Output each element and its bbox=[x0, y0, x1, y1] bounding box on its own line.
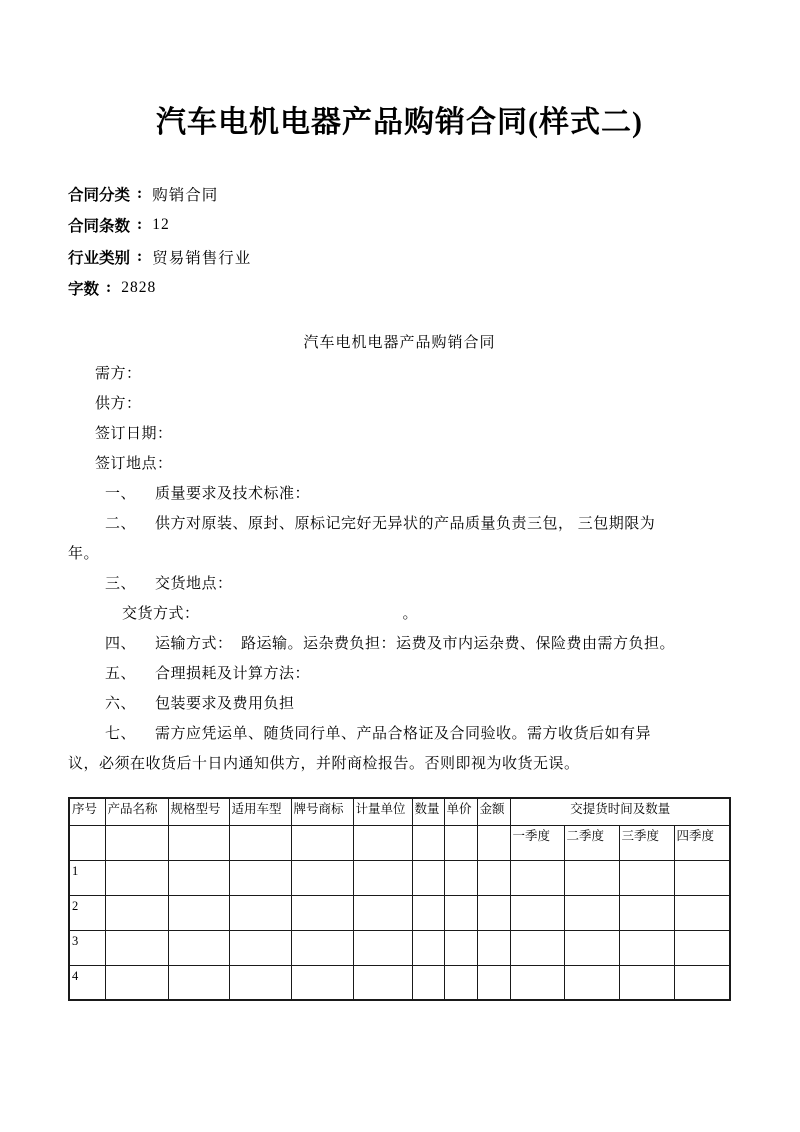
body-line bbox=[68, 569, 731, 599]
meta-separator: : bbox=[106, 279, 112, 297]
document-title: 汽车电机电器产品购销合同(样式二) bbox=[156, 106, 643, 139]
body-text: 质量要求及技术标准： bbox=[155, 486, 311, 502]
table-head bbox=[69, 798, 730, 860]
empty-cell bbox=[477, 965, 510, 1000]
body-line bbox=[68, 419, 731, 449]
empty-cell bbox=[477, 860, 510, 895]
empty-cell bbox=[353, 895, 412, 930]
empty-cell bbox=[564, 860, 619, 895]
empty-cell bbox=[353, 930, 412, 965]
column-header: 计量单位 bbox=[353, 798, 412, 825]
table-row bbox=[69, 860, 730, 895]
row-number-cell: 1 bbox=[69, 860, 105, 895]
empty-cell bbox=[412, 825, 444, 860]
body-text: 包装要求及费用负担 bbox=[155, 696, 295, 712]
table-body bbox=[69, 860, 730, 1000]
body-text: 签订日期： bbox=[95, 426, 173, 442]
meta-label: 合同分类 bbox=[68, 186, 131, 204]
empty-cell bbox=[353, 825, 412, 860]
body-line bbox=[68, 449, 731, 479]
empty-cell bbox=[477, 895, 510, 930]
meta-value: 2828 bbox=[121, 279, 157, 297]
meta-value: 购销合同 bbox=[152, 186, 219, 204]
empty-cell bbox=[619, 895, 674, 930]
body-text: 议，必须在收货后十日内通知供方，并附商检报告。否则即视为收货无误。 bbox=[68, 756, 580, 772]
body-line bbox=[68, 629, 731, 659]
meta-section bbox=[68, 178, 731, 304]
list-marker: 四、 bbox=[105, 636, 137, 652]
list-marker: 五、 bbox=[105, 666, 137, 682]
contract-body bbox=[68, 359, 731, 779]
meta-label: 行业类别 bbox=[68, 249, 131, 267]
empty-cell bbox=[168, 965, 229, 1000]
list-marker: 三、 bbox=[105, 576, 137, 592]
quarter-header-row bbox=[69, 825, 730, 860]
body-text: 合理损耗及计算方法： bbox=[155, 666, 311, 682]
body-line bbox=[68, 479, 731, 509]
body-text: 交货方式： bbox=[122, 606, 200, 622]
column-header: 牌号商标 bbox=[291, 798, 353, 825]
empty-cell bbox=[564, 895, 619, 930]
meta-row bbox=[68, 273, 731, 305]
empty-cell bbox=[291, 930, 353, 965]
products-table bbox=[68, 797, 731, 1001]
empty-cell bbox=[510, 895, 564, 930]
column-header: 金额 bbox=[477, 798, 510, 825]
body-line bbox=[68, 719, 731, 749]
column-header: 数量 bbox=[412, 798, 444, 825]
empty-cell bbox=[412, 895, 444, 930]
body-text: 需方： bbox=[95, 366, 142, 382]
empty-cell bbox=[229, 895, 291, 930]
list-marker: 六、 bbox=[105, 696, 137, 712]
empty-cell bbox=[229, 965, 291, 1000]
body-text: 交货地点： bbox=[155, 576, 233, 592]
meta-row bbox=[68, 241, 731, 273]
empty-cell bbox=[674, 860, 730, 895]
empty-cell bbox=[674, 895, 730, 930]
empty-cell bbox=[105, 965, 168, 1000]
empty-cell bbox=[674, 965, 730, 1000]
column-header: 序号 bbox=[69, 798, 105, 825]
body-text: 供方： bbox=[95, 396, 142, 412]
list-marker: 一、 bbox=[105, 486, 137, 502]
column-header: 规格型号 bbox=[168, 798, 229, 825]
tail-text: 。 bbox=[402, 606, 419, 622]
group-header: 交提货时间及数量 bbox=[510, 798, 730, 825]
body-line bbox=[68, 689, 731, 719]
quarter-header: 三季度 bbox=[619, 825, 674, 860]
meta-row bbox=[68, 178, 731, 210]
empty-cell bbox=[444, 825, 477, 860]
body-text: 供方对原装、原封、原标记完好无异状的产品质量负责三包， 三包期限为 bbox=[155, 516, 656, 532]
column-header: 单价 bbox=[444, 798, 477, 825]
meta-label: 合同条数 bbox=[68, 218, 131, 236]
quarter-header: 二季度 bbox=[564, 825, 619, 860]
contract-subtitle: 汽车电机电器产品购销合同 bbox=[303, 335, 496, 351]
body-text: 需方应凭运单、随货同行单、产品合格证及合同验收。需方收货后如有异 bbox=[155, 726, 652, 742]
row-number-cell: 2 bbox=[69, 895, 105, 930]
quarter-header: 一季度 bbox=[510, 825, 564, 860]
meta-separator: : bbox=[137, 247, 143, 265]
body-text: 签订地点： bbox=[95, 456, 173, 472]
body-text: 年。 bbox=[68, 546, 100, 562]
header-row bbox=[69, 798, 730, 825]
empty-cell bbox=[674, 930, 730, 965]
empty-cell bbox=[229, 825, 291, 860]
empty-cell bbox=[105, 930, 168, 965]
body-line bbox=[68, 599, 731, 629]
empty-cell bbox=[444, 930, 477, 965]
meta-label: 字数 bbox=[68, 281, 100, 299]
body-line bbox=[68, 749, 731, 779]
empty-cell bbox=[291, 860, 353, 895]
body-line bbox=[68, 509, 731, 539]
list-marker: 二、 bbox=[105, 516, 137, 532]
meta-value: 贸易销售行业 bbox=[152, 249, 252, 267]
body-line bbox=[68, 659, 731, 689]
list-marker: 七、 bbox=[105, 726, 137, 742]
empty-cell bbox=[444, 860, 477, 895]
column-header: 产品名称 bbox=[105, 798, 168, 825]
empty-cell bbox=[291, 965, 353, 1000]
empty-cell bbox=[353, 860, 412, 895]
empty-cell bbox=[510, 965, 564, 1000]
empty-cell bbox=[412, 965, 444, 1000]
quarter-header: 四季度 bbox=[674, 825, 730, 860]
empty-cell bbox=[477, 825, 510, 860]
row-number-cell: 3 bbox=[69, 930, 105, 965]
column-header: 适用车型 bbox=[229, 798, 291, 825]
empty-cell bbox=[412, 860, 444, 895]
empty-cell bbox=[619, 930, 674, 965]
table-row bbox=[69, 895, 730, 930]
empty-cell bbox=[168, 895, 229, 930]
body-line bbox=[68, 389, 731, 419]
empty-cell bbox=[619, 965, 674, 1000]
row-number-cell: 4 bbox=[69, 965, 105, 1000]
empty-cell bbox=[564, 965, 619, 1000]
empty-cell bbox=[291, 825, 353, 860]
empty-cell bbox=[477, 930, 510, 965]
empty-cell bbox=[564, 930, 619, 965]
empty-cell bbox=[412, 930, 444, 965]
empty-cell bbox=[168, 860, 229, 895]
table-row bbox=[69, 930, 730, 965]
empty-cell bbox=[444, 895, 477, 930]
meta-value: 12 bbox=[152, 216, 170, 234]
body-line bbox=[68, 539, 731, 569]
empty-cell bbox=[105, 895, 168, 930]
empty-cell bbox=[168, 825, 229, 860]
table-row bbox=[69, 965, 730, 1000]
body-line bbox=[68, 359, 731, 389]
empty-cell bbox=[619, 860, 674, 895]
empty-cell bbox=[105, 825, 168, 860]
empty-cell bbox=[444, 965, 477, 1000]
empty-cell bbox=[510, 930, 564, 965]
meta-separator: : bbox=[137, 216, 143, 234]
empty-cell bbox=[291, 895, 353, 930]
body-text: 运输方式： 路运输。运杂费负担：运费及市内运杂费、保险费由需方负担。 bbox=[155, 636, 676, 652]
empty-cell bbox=[69, 825, 105, 860]
empty-cell bbox=[229, 930, 291, 965]
meta-row bbox=[68, 210, 731, 242]
empty-cell bbox=[510, 860, 564, 895]
empty-cell bbox=[168, 930, 229, 965]
empty-cell bbox=[353, 965, 412, 1000]
empty-cell bbox=[105, 860, 168, 895]
empty-cell bbox=[229, 860, 291, 895]
meta-separator: : bbox=[137, 184, 143, 202]
